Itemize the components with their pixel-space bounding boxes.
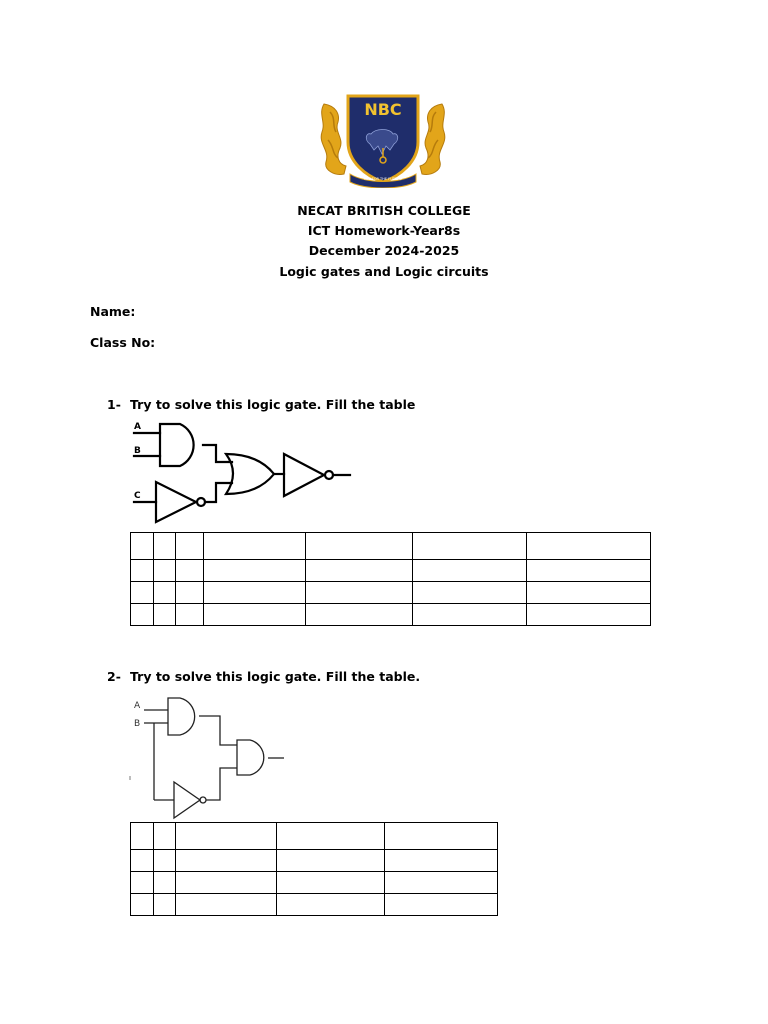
table-cell[interactable] [176,894,277,916]
question-2-text: Try to solve this logic gate. Fill the table. [130,669,421,684]
question-1-logic-circuit [128,418,380,526]
table-cell[interactable] [204,560,306,582]
table-cell[interactable] [131,604,154,626]
table-row [131,560,651,582]
table-cell[interactable] [306,604,412,626]
table-cell[interactable] [131,823,154,850]
input-b-label: B [134,446,141,456]
table-cell[interactable] [412,560,526,582]
table-cell[interactable] [526,533,650,560]
table-cell[interactable] [277,823,384,850]
table-cell[interactable] [154,560,176,582]
table-cell[interactable] [204,604,306,626]
table-row [131,850,498,872]
question-2-logic-circuit [128,694,298,820]
table-cell[interactable] [384,872,497,894]
table-cell[interactable] [384,894,497,916]
table-cell[interactable] [412,604,526,626]
table-cell[interactable] [306,560,412,582]
table-cell[interactable] [176,604,204,626]
input-b-label: B [134,719,141,729]
table-cell[interactable] [154,823,176,850]
table-cell[interactable] [154,582,176,604]
table-cell[interactable] [131,582,154,604]
input-a-label: A [134,701,141,711]
school-name: NECAT BRITISH COLLEGE [297,203,471,218]
question-2-truth-table [130,822,498,916]
table-row [131,872,498,894]
table-cell[interactable] [384,850,497,872]
table-cell[interactable] [306,533,412,560]
table-cell[interactable] [131,560,154,582]
table-cell[interactable] [154,894,176,916]
table-cell[interactable] [412,533,526,560]
logo-text: NBC [364,100,402,119]
table-cell[interactable] [176,872,277,894]
table-cell[interactable] [306,582,412,604]
school-logo [316,92,450,188]
table-cell[interactable] [176,533,204,560]
table-cell[interactable] [176,850,277,872]
table-cell[interactable] [154,533,176,560]
table-cell[interactable] [277,850,384,872]
table-cell[interactable] [526,582,650,604]
table-row [131,604,651,626]
table-cell[interactable] [131,872,154,894]
question-2-number: 2- [107,669,121,684]
table-cell[interactable] [154,850,176,872]
table-cell[interactable] [154,872,176,894]
question-1-text: Try to solve this logic gate. Fill the table [130,397,416,412]
table-cell[interactable] [384,823,497,850]
class-number-label: Class No: [90,335,156,350]
homework-date: December 2024-2025 [308,243,460,258]
name-label: Name: [90,304,136,319]
input-a-label: A [134,422,141,432]
table-cell[interactable] [277,894,384,916]
table-cell[interactable] [154,604,176,626]
question-1-truth-table [130,532,651,626]
table-cell[interactable] [204,533,306,560]
table-cell[interactable] [131,850,154,872]
question-1-number: 1- [107,397,121,412]
logo-motto: KEY FOR THE FUTURE [363,177,403,181]
table-cell[interactable] [131,533,154,560]
table-cell[interactable] [412,582,526,604]
table-row [131,823,498,850]
homework-topic: Logic gates and Logic circuits [279,264,489,279]
table-cell[interactable] [176,823,277,850]
table-cell[interactable] [176,560,204,582]
table-row [131,582,651,604]
input-c-label: C [134,491,141,501]
table-cell[interactable] [526,604,650,626]
table-cell[interactable] [176,582,204,604]
table-row [131,533,651,560]
table-row [131,894,498,916]
table-cell[interactable] [277,872,384,894]
table-cell[interactable] [204,582,306,604]
table-cell[interactable] [131,894,154,916]
table-cell[interactable] [526,560,650,582]
homework-subject: ICT Homework-Year8s [307,223,461,238]
